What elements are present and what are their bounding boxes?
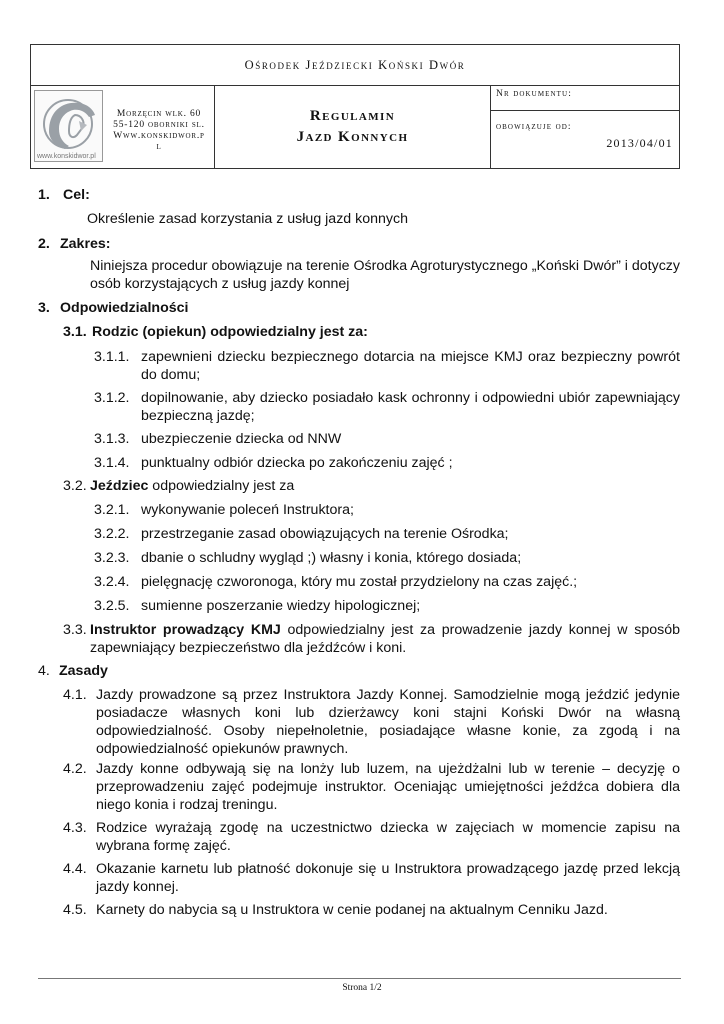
section-1-title: Cel: xyxy=(63,187,90,203)
item-4-1-number: 4.1. xyxy=(63,687,87,703)
document-info-cell xyxy=(491,86,679,168)
item-4-1-text: Jazdy prowadzone są przez Instruktora Jazdy Konnej. Samodzielnie mogą jeździć jedynie posiadacze własnych koni lub dzierżawcy koni stajni Koński Dwór na własną odpowiedzialność. Osoby niepełnoletnie, posiadające własne konie, za zgodą i na odpowiedzialność opiekunów prawnych. xyxy=(96,687,680,757)
address-line-3: Www.konskidwor.p xyxy=(113,131,205,141)
item-3-2-2-text: przestrzeganie zasad obowiązujących na terenie Ośrodka; xyxy=(141,526,509,542)
title-cell xyxy=(215,86,491,168)
section-3-3-text xyxy=(90,621,680,657)
section-2-text: Niniejsza procedur obowiązuje na terenie Ośrodka Agroturystycznego „Koński Dwór” i dotyczy osób korzystających z usług jazdy konnej xyxy=(90,258,680,292)
section-3-3-rest: odpowiedzialny jest za prowadzenie jazdy konnej w sposób zapewniający bezpieczeństwo dla jeźdźców i koni. xyxy=(90,622,680,656)
section-3-2-number: 3.2. xyxy=(63,478,87,494)
section-3-2-rest: odpowiedzialny jest za xyxy=(148,478,295,494)
section-2-number: 2. xyxy=(38,236,50,252)
logo-url: www.konskidwor.pl xyxy=(37,153,96,160)
section-3-2-title: Jeździec xyxy=(90,478,149,494)
section-2-title: Zakres: xyxy=(60,236,111,252)
doc-number-row xyxy=(491,86,679,111)
footer-divider xyxy=(38,978,681,979)
address-block xyxy=(106,109,212,153)
section-4-title: Zasady xyxy=(59,663,108,679)
item-3-1-3-number: 3.1.3. xyxy=(94,431,130,447)
item-3-2-4-number: 3.2.4. xyxy=(94,574,130,590)
valid-from-label: obowiązuje od: xyxy=(496,122,572,132)
item-4-4-number: 4.4. xyxy=(63,861,87,877)
item-3-1-1-number: 3.1.1. xyxy=(94,349,130,365)
item-4-2-number: 4.2. xyxy=(63,761,87,777)
item-3-2-5-text: sumienne poszerzanie wiedzy hipologicznej; xyxy=(141,598,421,614)
section-3-number: 3. xyxy=(38,300,50,316)
item-4-3-number: 4.3. xyxy=(63,820,87,836)
horse-logo xyxy=(34,90,103,162)
item-4-5-text: Karnety do nabycia są u Instruktora w cenie podanej na aktualnym Cenniku Jazd. xyxy=(96,902,608,918)
address-line-4: l xyxy=(156,142,162,152)
section-3-2-heading xyxy=(90,477,294,495)
item-3-1-3-text: ubezpieczenie dziecka od NNW xyxy=(141,431,342,447)
doc-number-label: Nr dokumentu: xyxy=(496,89,572,99)
valid-from-date: 2013/04/01 xyxy=(606,136,673,150)
item-4-2-text: Jazdy konne odbywają się na lonży lub luzem, na ujeżdżalni lub w terenie – decyzję o przeprowadzeniu zajęć podejmuje instruktor. Oceniając umiejętności jeźdźca dobiera dla niego konia i rodzaj treningu. xyxy=(96,761,680,813)
address-line-1: Morzęcin wlk. 60 xyxy=(116,109,202,119)
item-3-1-2-number: 3.1.2. xyxy=(94,390,130,406)
item-3-2-4-text: pielęgnację czworonoga, który mu został przydzielony na czas zajęć.; xyxy=(141,574,578,590)
item-3-2-2-number: 3.2.2. xyxy=(94,526,130,542)
item-4-3-text: Rodzice wyrażają zgodę na uczestnictwo dziecka w zajęciach w momencie zapisu na wybrana formę zajęć. xyxy=(96,820,680,854)
item-3-1-2-text: dopilnowanie, aby dziecko posiadało kask ochronny i odpowiedni ubiór zapewniający bezpieczną jazdę; xyxy=(141,390,680,424)
item-3-2-3-number: 3.2.3. xyxy=(94,550,130,566)
section-3-1-number: 3.1. xyxy=(63,324,87,340)
document-title-line-2: Jazd Konnych xyxy=(296,129,409,145)
organization-row xyxy=(31,45,679,86)
section-3-3-title: Instruktor prowadzący KMJ xyxy=(90,622,281,638)
section-3-3-number: 3.3. xyxy=(63,622,87,638)
item-3-2-1-number: 3.2.1. xyxy=(94,502,130,518)
document-title-line-1: Regulamin xyxy=(309,108,396,124)
item-3-2-1-text: wykonywanie poleceń Instruktora; xyxy=(141,502,354,518)
address-line-2: 55-120 oborniki sl. xyxy=(113,120,205,130)
item-3-1-1-text: zapewnieni dziecku bezpiecznego dotarcia na miejsce KMJ oraz bezpieczny powrót do domu; xyxy=(141,349,680,383)
section-3-1-title: Rodzic (opiekun) odpowiedzialny jest za: xyxy=(92,324,368,340)
page-number: Strona 1/2 xyxy=(342,983,382,993)
section-1-text: Określenie zasad korzystania z usług jazd konnych xyxy=(87,211,408,227)
section-1-number: 1. xyxy=(38,187,50,203)
horse-head-icon xyxy=(35,91,102,161)
section-4-number: 4. xyxy=(38,663,50,679)
item-3-2-3-text: dbanie o schludny wygląd ;) własny i konia, którego dosiada; xyxy=(141,550,522,566)
document-header xyxy=(30,44,680,169)
address-cell xyxy=(31,86,215,168)
item-4-5-number: 4.5. xyxy=(63,902,87,918)
item-3-1-4-text: punktualny odbiór dziecka po zakończeniu zajęć ; xyxy=(141,455,453,471)
item-3-1-4-number: 3.1.4. xyxy=(94,455,130,471)
organization-name: Ośrodek Jeździecki Koński Dwór xyxy=(244,57,466,72)
item-3-2-5-number: 3.2.5. xyxy=(94,598,130,614)
section-3-title: Odpowiedzialności xyxy=(60,300,189,316)
item-4-4-text: Okazanie karnetu lub płatność dokonuje się u Instruktora prowadzącego jazdę przed lekcją jazdy konnej. xyxy=(96,861,680,895)
